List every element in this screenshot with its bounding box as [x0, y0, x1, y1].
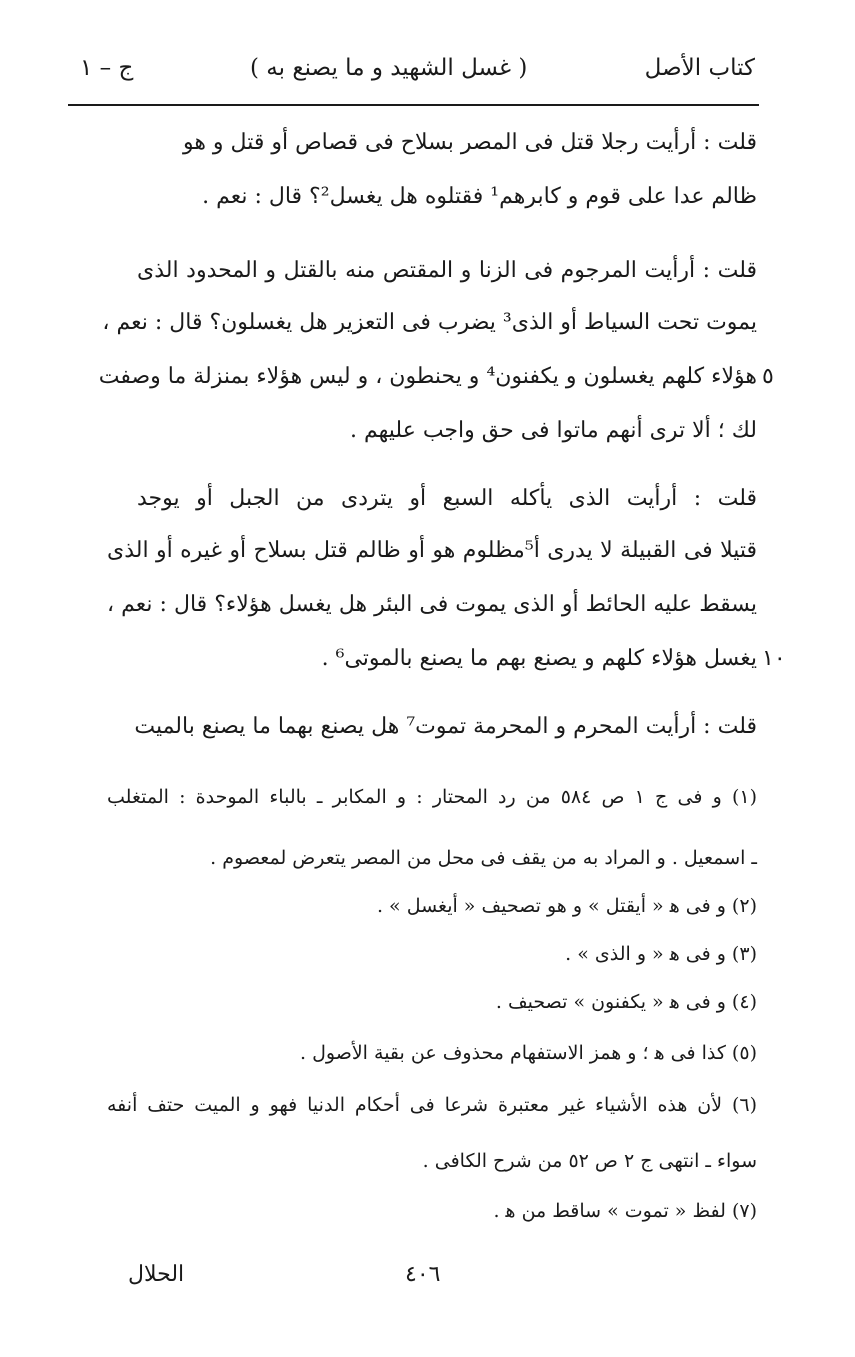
footnote-line: (٢) و فى ﻫ « أيقتل » و هو تصحيف « أيغسل » .: [376, 895, 757, 917]
line-number: ٥: [762, 364, 774, 389]
chapter-title: ( غسل الشهيد و ما يصنع به ): [250, 55, 528, 81]
text-line: لك ؛ ألا ترى أنهم ماتوا فى حق واجب عليهم .: [350, 418, 757, 443]
footnote-line: (١) و فى ج ١ ص ٥٨٤ من رد المحتار : و المكابر ـ بالباء الموحدة : المتغلب: [107, 786, 758, 808]
page-number: ٤٠٦: [405, 1262, 441, 1287]
footnote-line: ـ اسمعيل . و المراد به من يقف فى محل من المصر يتعرض لمعصوم .: [210, 847, 757, 869]
signature-mark: الحلال: [128, 1262, 185, 1287]
volume-number: ج – ١: [80, 55, 134, 81]
text-line: قلت : أرأيت الذى يأكله السبع أو يتردى من الجبل أو يوجد: [137, 486, 757, 511]
book-title: كتاب الأصل: [644, 55, 755, 81]
footnote-line: (٦) لأن هذه الأشياء غير معتبرة شرعا فى أحكام الدنيا فهو و الميت حتف أنفه: [107, 1094, 757, 1116]
footnote-line: (٥) كذا فى ﻫ ؛ و همز الاستفهام محذوف عن بقية الأصول .: [300, 1042, 757, 1064]
footnote-line: (٧) لفظ « تموت » ساقط من ﻫ .: [493, 1200, 757, 1222]
text-line: قلت : أرأيت المرجوم فى الزنا و المقتص منه بالقتل و المحدود الذى: [137, 258, 757, 283]
footnote-line: (٣) و فى ﻫ « و الذى » .: [565, 943, 757, 965]
line-number: ١٠: [762, 646, 786, 671]
text-line: يغسل هؤلاء كلهم و يصنع بهم ما يصنع بالموتى⁶ .: [321, 646, 757, 671]
header-rule: [68, 104, 759, 106]
text-line: قتيلا فى القبيلة لا يدرى أ⁵مظلوم هو أو ظالم قتل بسلاح أو غيره أو الذى: [107, 538, 758, 563]
footnote-line: (٤) و فى ﻫ « يكفنون » تصحيف .: [495, 991, 757, 1013]
text-line: هؤلاء كلهم يغسلون و يكفنون⁴ و يحنطون ، و ليس هؤلاء بمنزلة ما وصفت: [98, 364, 757, 389]
footnote-line: سواء ـ انتهى ج ٢ ص ٥٢ من شرح الكافى .: [422, 1150, 757, 1172]
text-line: يسقط عليه الحائط أو الذى يموت فى البئر هل يغسل هؤلاء؟ قال : نعم ،: [107, 592, 757, 617]
text-line: يموت تحت السياط أو الذى³ يضرب فى التعزير هل يغسلون؟ قال : نعم ،: [102, 310, 757, 335]
text-line: قلت : أرأيت المحرم و المحرمة تموت⁷ هل يصنع بهما ما يصنع بالميت: [134, 714, 757, 739]
text-line: قلت : أرأيت رجلا قتل فى المصر بسلاح فى قصاص أو قتل و هو: [182, 130, 757, 155]
text-line: ظالم عدا على قوم و كابرهم¹ فقتلوه هل يغسل²؟ قال : نعم .: [202, 184, 757, 209]
